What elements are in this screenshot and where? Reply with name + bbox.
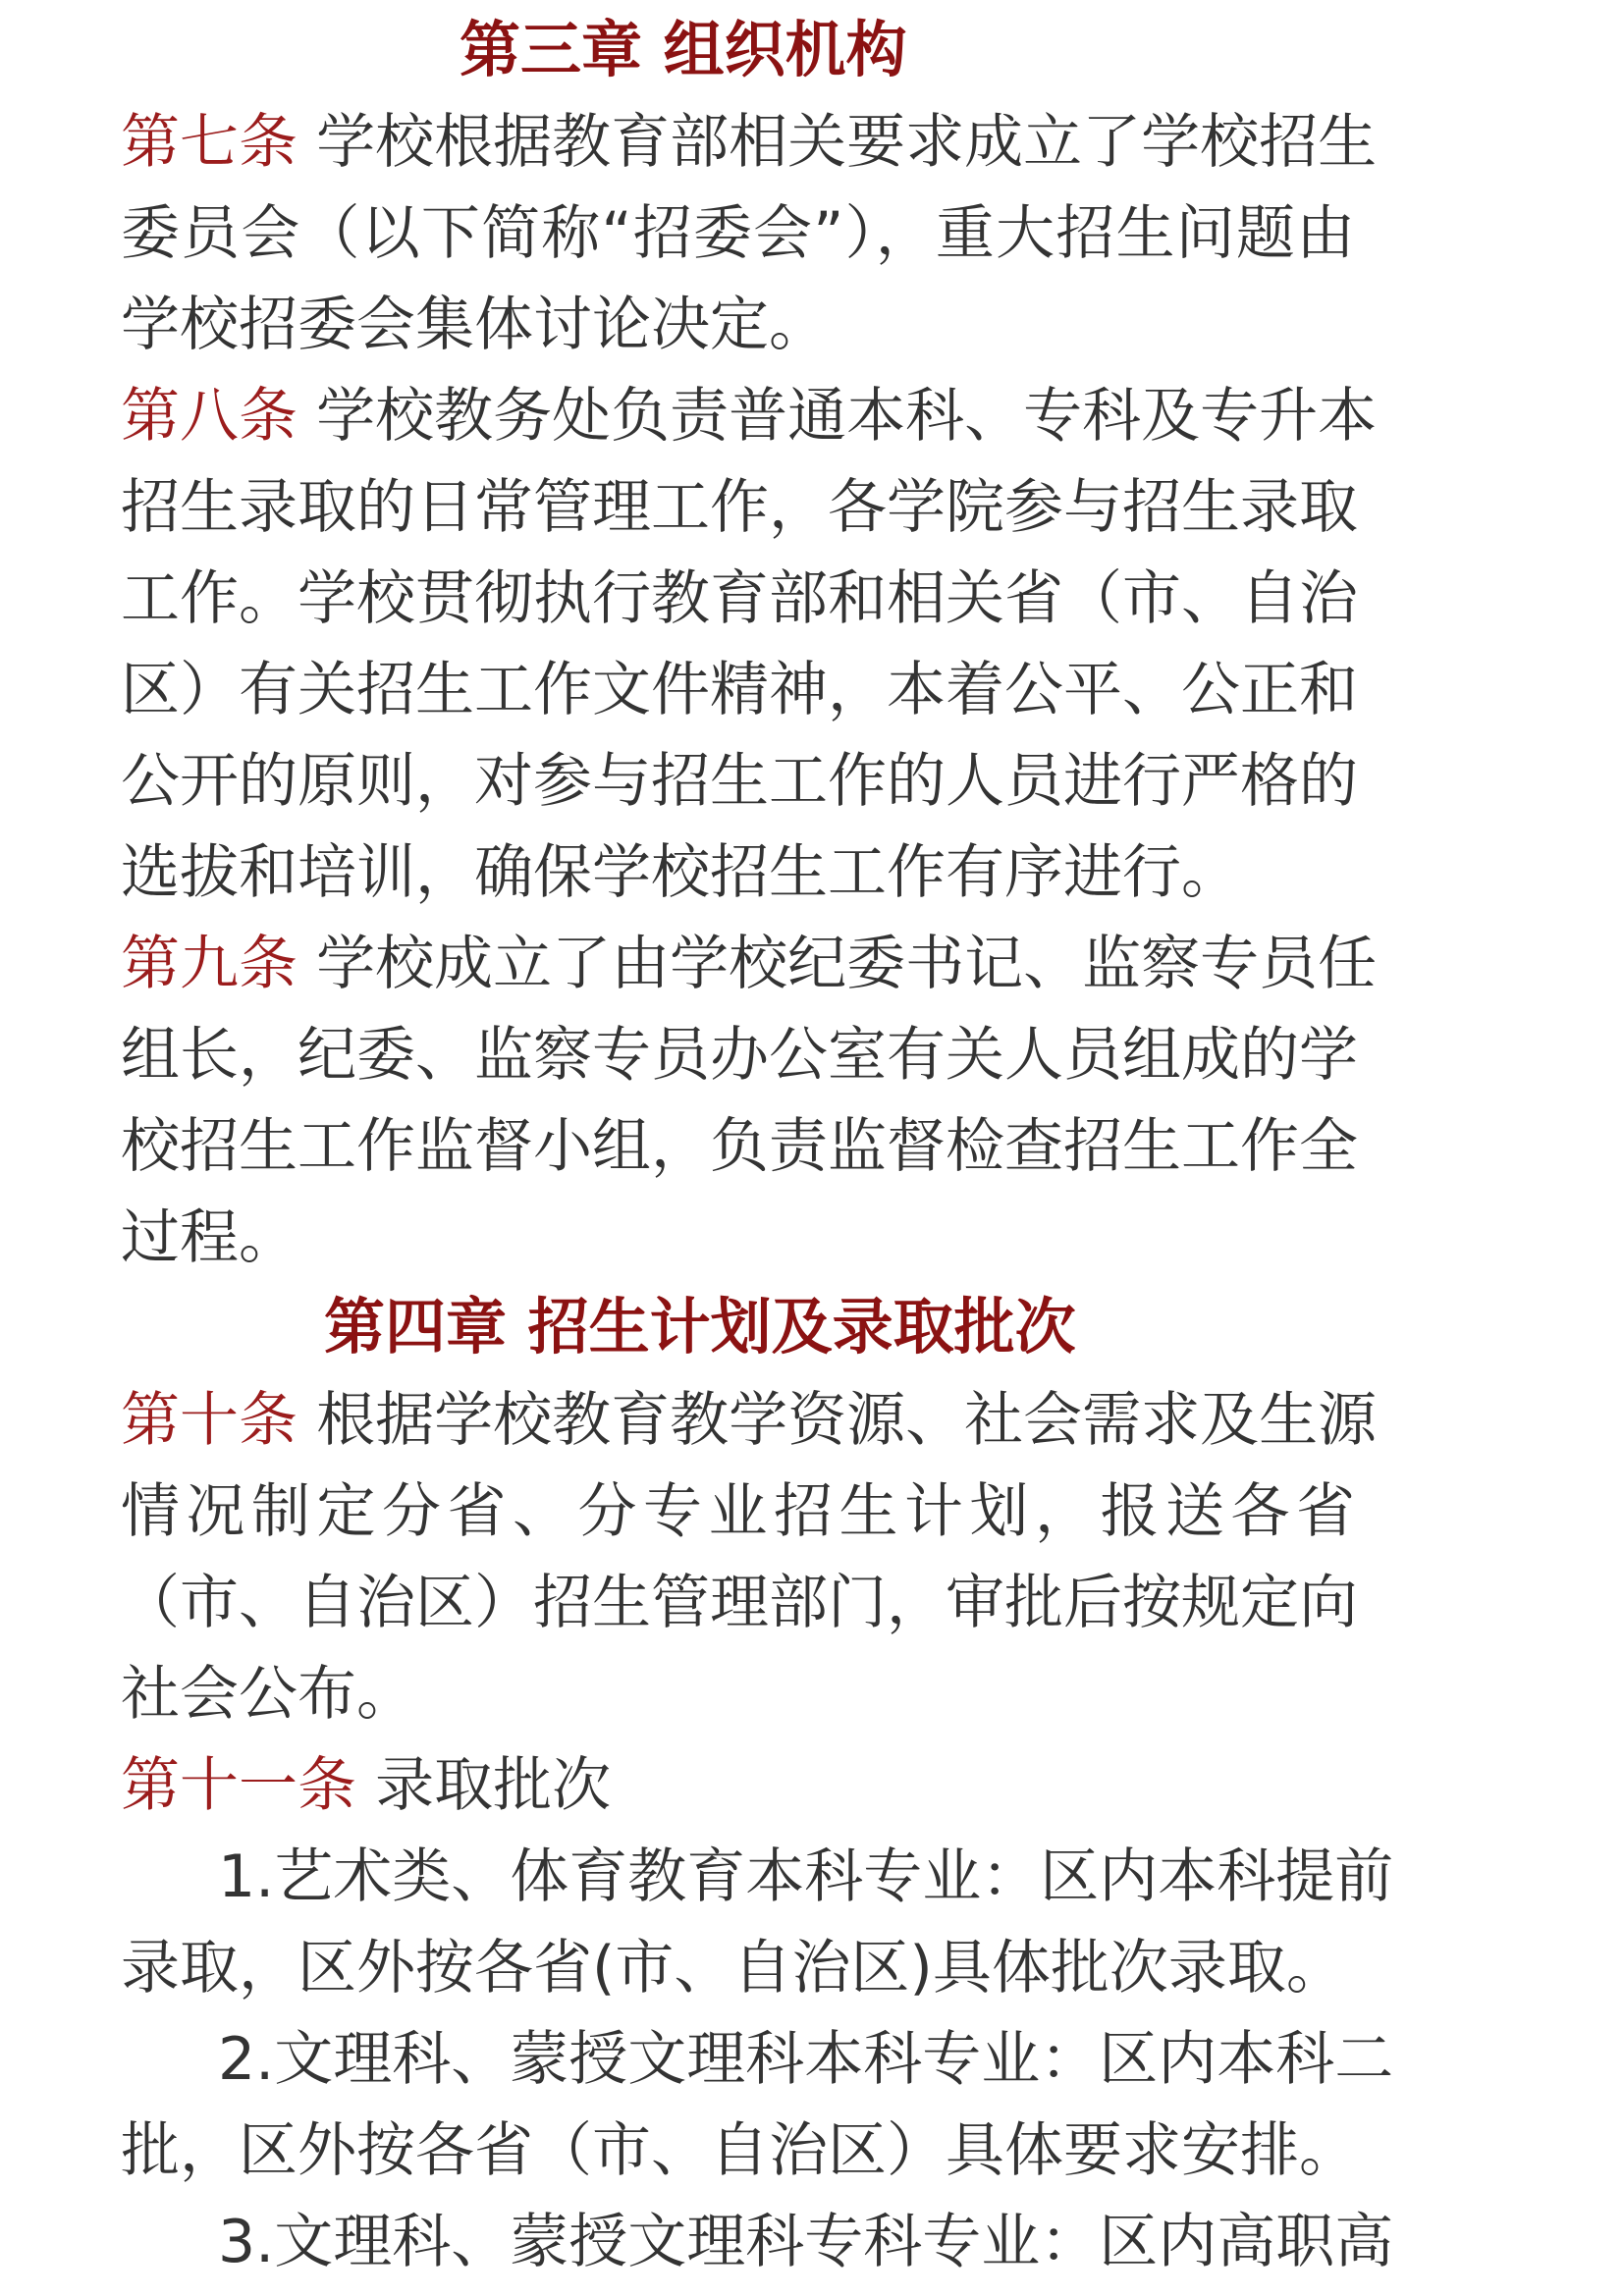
article-10-line: 社会公布。 <box>121 1660 415 1729</box>
article-10-line: 情况制定分省、分专业招生计划，报送各省 <box>121 1477 1355 1546</box>
article-label: 第十一条 <box>121 1751 356 1820</box>
article-9-line: 过程。 <box>121 1203 298 1272</box>
batch-item-line: 1.艺术类、体育教育本科专业：区内本科提前 <box>218 1842 1394 1911</box>
article-8-line: 选拔和培训，确保学校招生工作有序进行。 <box>121 838 1240 907</box>
article-7-line: 学校招委会集体讨论决定。 <box>121 291 828 359</box>
article-8-line <box>121 371 1378 462</box>
article-9-line <box>121 919 1378 1010</box>
text: 学校成立了由学校纪委书记、监察专员任 <box>316 930 1378 998</box>
chapter-4-heading: 第四章 招生计划及录取批次 <box>324 1291 1076 1362</box>
batch-item-line: 批，区外按各省（市、自治区）具体要求安排。 <box>121 2116 1358 2185</box>
article-8-line: 公开的原则，对参与招生工作的人员进行严格的 <box>121 747 1358 816</box>
article-7-line <box>121 97 1378 188</box>
article-7-line: 委员会（以下简称“招委会”），重大招生问题由 <box>121 199 1355 268</box>
chapter-3-heading: 第三章 组织机构 <box>460 14 907 85</box>
article-9-line: 校招生工作监督小组，负责监督检查招生工作全 <box>121 1112 1358 1181</box>
article-10-line: （市、自治区）招生管理部门，审批后按规定向 <box>121 1569 1358 1637</box>
text: 学校根据教育部相关要求成立了学校招生 <box>316 108 1378 177</box>
batch-item-line: 2.文理科、蒙授文理科本科专业：区内本科二 <box>218 2025 1394 2094</box>
article-10-line <box>121 1375 1378 1467</box>
article-8-line: 招生录取的日常管理工作，各学院参与招生录取 <box>121 473 1358 542</box>
batch-item-line: 录取，区外按各省(市、自治区)具体批次录取。 <box>121 1934 1345 2002</box>
text: 学校教务处负责普通本科、专科及专升本 <box>316 382 1378 451</box>
article-label: 第八条 <box>121 382 298 451</box>
text: 根据学校教育教学资源、社会需求及生源 <box>316 1386 1378 1455</box>
article-8-line: 工作。学校贯彻执行教育部和相关省（市、自治 <box>121 564 1358 633</box>
article-8-line: 区）有关招生工作文件精神，本着公平、公正和 <box>121 656 1358 724</box>
article-label: 第七条 <box>121 108 298 177</box>
text: 录取批次 <box>375 1751 612 1820</box>
article-label: 第十条 <box>121 1386 298 1455</box>
article-11-title <box>121 1740 1355 1832</box>
article-9-line: 组长，纪委、监察专员办公室有关人员组成的学 <box>121 1021 1358 1090</box>
article-label: 第九条 <box>121 930 298 998</box>
batch-item-line: 3.文理科、蒙授文理科专科专业：区内高职高 <box>218 2208 1394 2276</box>
